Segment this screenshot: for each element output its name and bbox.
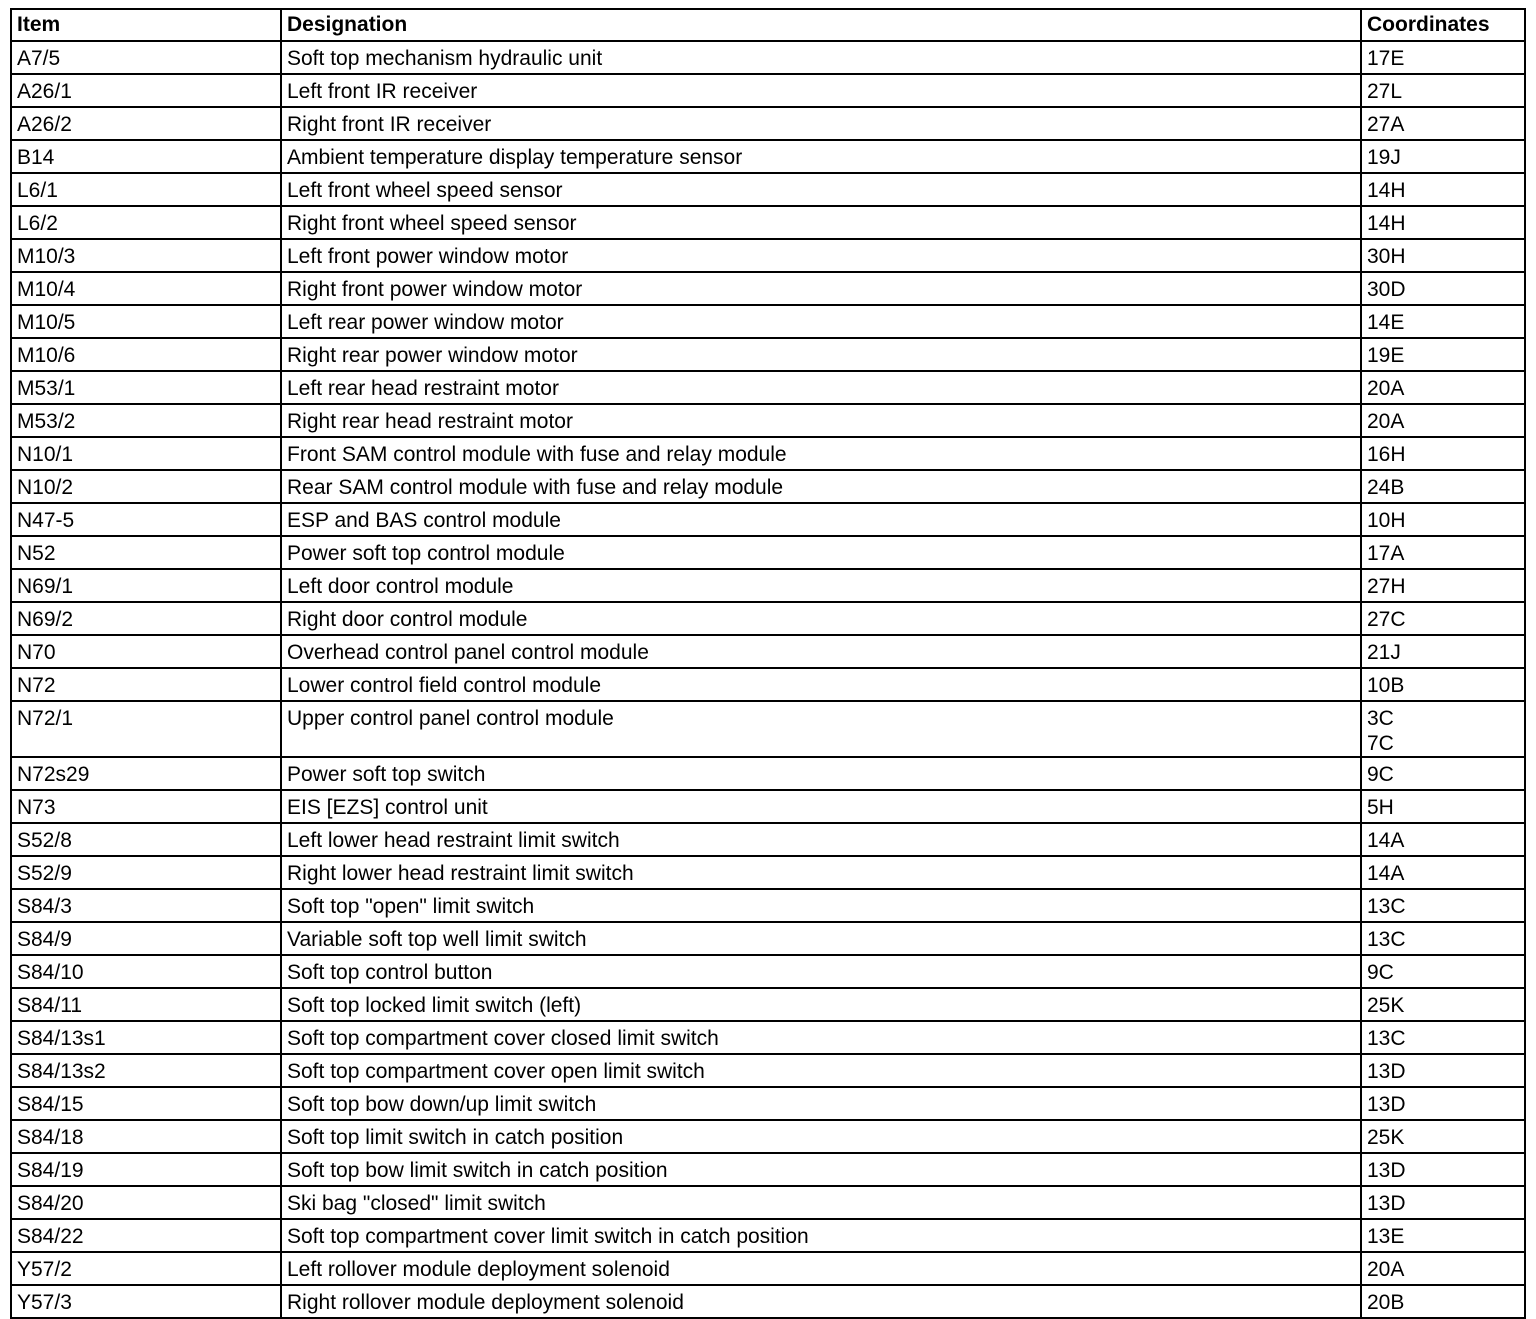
coordinates-cell — [1361, 922, 1525, 955]
designation-cell: Right rear head restraint motor — [281, 404, 1361, 437]
designation-cell: Lower control field control module — [281, 668, 1361, 701]
coordinates-cell — [1361, 757, 1525, 790]
coordinate-value: 14A — [1367, 862, 1405, 885]
coordinates-cell — [1361, 988, 1525, 1021]
table-row — [11, 668, 1525, 701]
header-coordinates: Coordinates — [1361, 9, 1525, 41]
designation-cell: Right rollover module deployment solenoid — [281, 1285, 1361, 1318]
designation-cell: Soft top compartment cover closed limit switch — [281, 1021, 1361, 1054]
coordinate-value: 5H — [1367, 796, 1394, 819]
table-row — [11, 1186, 1525, 1219]
designation-cell: Left rear power window motor — [281, 305, 1361, 338]
coordinates-cell — [1361, 856, 1525, 889]
table-row — [11, 569, 1525, 602]
table-row — [11, 503, 1525, 536]
coordinates-cell — [1361, 371, 1525, 404]
coordinates-cell — [1361, 503, 1525, 536]
coordinates-cell — [1361, 173, 1525, 206]
coordinate-value: 13D — [1367, 1093, 1406, 1116]
table-row — [11, 1252, 1525, 1285]
designation-cell: ESP and BAS control module — [281, 503, 1361, 536]
coordinates-cell — [1361, 305, 1525, 338]
coordinate-value: 13C — [1367, 895, 1406, 918]
table-row — [11, 41, 1525, 74]
item-cell: A7/5 — [11, 41, 281, 74]
table-row — [11, 470, 1525, 503]
header-item: Item — [11, 9, 281, 41]
table-row — [11, 856, 1525, 889]
table-row — [11, 206, 1525, 239]
coordinate-value: 10H — [1367, 509, 1406, 532]
coordinate-value: 13C — [1367, 1027, 1406, 1050]
table-row — [11, 955, 1525, 988]
coordinates-cell — [1361, 1021, 1525, 1054]
table-row — [11, 1285, 1525, 1318]
coordinates-cell — [1361, 140, 1525, 173]
item-cell: M10/4 — [11, 272, 281, 305]
coordinates-cell — [1361, 1120, 1525, 1153]
designation-cell: Left lower head restraint limit switch — [281, 823, 1361, 856]
item-cell: M53/1 — [11, 371, 281, 404]
item-cell: A26/2 — [11, 107, 281, 140]
table-row — [11, 107, 1525, 140]
item-cell: S84/3 — [11, 889, 281, 922]
item-cell: M53/2 — [11, 404, 281, 437]
table-row — [11, 889, 1525, 922]
table-row — [11, 1120, 1525, 1153]
designation-cell: Left front power window motor — [281, 239, 1361, 272]
designation-cell: Right rear power window motor — [281, 338, 1361, 371]
coordinates-cell — [1361, 790, 1525, 823]
item-cell: N10/2 — [11, 470, 281, 503]
designation-cell: Rear SAM control module with fuse and relay module — [281, 470, 1361, 503]
designation-cell: Power soft top control module — [281, 536, 1361, 569]
table-row — [11, 404, 1525, 437]
table-row — [11, 74, 1525, 107]
coordinates-cell — [1361, 272, 1525, 305]
table-row — [11, 338, 1525, 371]
item-cell: N47-5 — [11, 503, 281, 536]
designation-cell: EIS [EZS] control unit — [281, 790, 1361, 823]
coordinates-cell — [1361, 1186, 1525, 1219]
coordinate-value: 13D — [1367, 1192, 1406, 1215]
coordinates-cell — [1361, 668, 1525, 701]
coordinate-value: 25K — [1367, 1126, 1405, 1149]
item-cell: N69/1 — [11, 569, 281, 602]
coordinates-cell — [1361, 889, 1525, 922]
item-cell: N69/2 — [11, 602, 281, 635]
designation-cell: Variable soft top well limit switch — [281, 922, 1361, 955]
coordinate-value: 30D — [1367, 278, 1406, 301]
coordinates-cell — [1361, 1054, 1525, 1087]
item-cell: N72/1 — [11, 701, 281, 757]
coordinate-value: 14H — [1367, 212, 1406, 235]
item-cell: S84/22 — [11, 1219, 281, 1252]
table-row — [11, 790, 1525, 823]
designation-cell: Soft top mechanism hydraulic unit — [281, 41, 1361, 74]
coordinate-value: 27H — [1367, 575, 1406, 598]
table-row — [11, 1219, 1525, 1252]
coordinates-cell — [1361, 206, 1525, 239]
coordinate-value: 19E — [1367, 344, 1405, 367]
designation-cell: Ski bag "closed" limit switch — [281, 1186, 1361, 1219]
item-cell: N72 — [11, 668, 281, 701]
coordinate-value: 14E — [1367, 311, 1405, 334]
coordinate-value: 30H — [1367, 245, 1406, 268]
designation-cell: Left rollover module deployment solenoid — [281, 1252, 1361, 1285]
item-cell: L6/2 — [11, 206, 281, 239]
item-cell: S52/9 — [11, 856, 281, 889]
item-cell: N52 — [11, 536, 281, 569]
table-row — [11, 371, 1525, 404]
coordinates-cell — [1361, 437, 1525, 470]
table-row — [11, 140, 1525, 173]
table-row — [11, 173, 1525, 206]
item-cell: Y57/3 — [11, 1285, 281, 1318]
designation-cell: Left front IR receiver — [281, 74, 1361, 107]
designation-cell: Power soft top switch — [281, 757, 1361, 790]
table-row — [11, 757, 1525, 790]
item-cell: S84/9 — [11, 922, 281, 955]
item-cell: S84/15 — [11, 1087, 281, 1120]
coordinates-cell — [1361, 239, 1525, 272]
coordinates-cell — [1361, 107, 1525, 140]
coordinate-value: 27A — [1367, 113, 1405, 136]
coordinate-value: 3C — [1367, 707, 1394, 730]
designation-cell: Left door control module — [281, 569, 1361, 602]
coordinates-cell — [1361, 404, 1525, 437]
designation-cell: Soft top compartment cover limit switch in catch position — [281, 1219, 1361, 1252]
item-cell: Y57/2 — [11, 1252, 281, 1285]
designation-cell: Overhead control panel control module — [281, 635, 1361, 668]
coordinate-value: 13D — [1367, 1159, 1406, 1182]
coordinates-cell — [1361, 635, 1525, 668]
designation-cell: Soft top compartment cover open limit switch — [281, 1054, 1361, 1087]
coordinate-value: 19J — [1367, 146, 1401, 169]
table-body — [11, 41, 1525, 1318]
table-row — [11, 1054, 1525, 1087]
designation-cell: Left front wheel speed sensor — [281, 173, 1361, 206]
coordinate-value: 9C — [1367, 763, 1394, 786]
coordinates-cell — [1361, 1285, 1525, 1318]
table-row — [11, 988, 1525, 1021]
coordinates-cell — [1361, 470, 1525, 503]
coordinates-cell — [1361, 1153, 1525, 1186]
item-cell: M10/5 — [11, 305, 281, 338]
item-cell: S84/13s1 — [11, 1021, 281, 1054]
coordinates-cell — [1361, 1219, 1525, 1252]
coordinate-value: 21J — [1367, 641, 1401, 664]
item-cell: S84/19 — [11, 1153, 281, 1186]
item-cell: M10/6 — [11, 338, 281, 371]
coordinate-value: 20A — [1367, 377, 1405, 400]
coordinate-value: 25K — [1367, 994, 1405, 1017]
coordinate-value: 27C — [1367, 608, 1406, 631]
coordinates-cell — [1361, 602, 1525, 635]
coordinate-value: 14A — [1367, 829, 1405, 852]
header-row — [11, 9, 1525, 41]
coordinate-value: 27L — [1367, 80, 1403, 103]
table-row — [11, 305, 1525, 338]
coordinates-cell — [1361, 536, 1525, 569]
designation-cell: Right front power window motor — [281, 272, 1361, 305]
item-cell: S84/11 — [11, 988, 281, 1021]
designation-cell: Right front wheel speed sensor — [281, 206, 1361, 239]
table-row — [11, 437, 1525, 470]
item-cell: S52/8 — [11, 823, 281, 856]
header-designation: Designation — [281, 9, 1361, 41]
table-row — [11, 823, 1525, 856]
table-row — [11, 1087, 1525, 1120]
coordinates-cell — [1361, 41, 1525, 74]
component-table — [10, 8, 1526, 1319]
designation-cell: Right front IR receiver — [281, 107, 1361, 140]
table-row — [11, 635, 1525, 668]
table-row — [11, 536, 1525, 569]
coordinate-value: 9C — [1367, 961, 1394, 984]
coordinate-value: 17E — [1367, 47, 1405, 70]
designation-cell: Left rear head restraint motor — [281, 371, 1361, 404]
coordinates-cell — [1361, 823, 1525, 856]
designation-cell: Front SAM control module with fuse and relay module — [281, 437, 1361, 470]
coordinates-cell — [1361, 955, 1525, 988]
coordinates-cell — [1361, 701, 1525, 757]
designation-cell: Soft top limit switch in catch position — [281, 1120, 1361, 1153]
coordinate-value: 13E — [1367, 1225, 1405, 1248]
designation-cell: Soft top locked limit switch (left) — [281, 988, 1361, 1021]
coordinate-value: 20A — [1367, 410, 1405, 433]
table-row — [11, 1153, 1525, 1186]
coordinate-value: 7C — [1367, 732, 1394, 755]
item-cell: S84/13s2 — [11, 1054, 281, 1087]
item-cell: A26/1 — [11, 74, 281, 107]
coordinate-value: 14H — [1367, 179, 1406, 202]
coordinate-value: 13D — [1367, 1060, 1406, 1083]
designation-cell: Soft top bow limit switch in catch position — [281, 1153, 1361, 1186]
coordinates-cell — [1361, 1087, 1525, 1120]
designation-cell: Soft top "open" limit switch — [281, 889, 1361, 922]
coordinates-cell — [1361, 74, 1525, 107]
table-row — [11, 922, 1525, 955]
designation-cell: Soft top control button — [281, 955, 1361, 988]
item-cell: S84/10 — [11, 955, 281, 988]
designation-cell: Soft top bow down/up limit switch — [281, 1087, 1361, 1120]
coordinates-cell — [1361, 338, 1525, 371]
coordinate-value: 13C — [1367, 928, 1406, 951]
table-row — [11, 239, 1525, 272]
coordinate-value: 24B — [1367, 476, 1405, 499]
coordinate-value: 17A — [1367, 542, 1405, 565]
item-cell: N73 — [11, 790, 281, 823]
designation-cell: Ambient temperature display temperature sensor — [281, 140, 1361, 173]
item-cell: M10/3 — [11, 239, 281, 272]
designation-cell: Right lower head restraint limit switch — [281, 856, 1361, 889]
designation-cell: Upper control panel control module — [281, 701, 1361, 757]
table-row — [11, 701, 1525, 757]
coordinate-value: 10B — [1367, 674, 1405, 697]
table-row — [11, 1021, 1525, 1054]
item-cell: N72s29 — [11, 757, 281, 790]
coordinates-cell — [1361, 1252, 1525, 1285]
item-cell: B14 — [11, 140, 281, 173]
table-row — [11, 272, 1525, 305]
item-cell: N70 — [11, 635, 281, 668]
designation-cell: Right door control module — [281, 602, 1361, 635]
item-cell: S84/20 — [11, 1186, 281, 1219]
coordinate-value: 20B — [1367, 1291, 1405, 1314]
table-row — [11, 602, 1525, 635]
coordinate-value: 20A — [1367, 1258, 1405, 1281]
item-cell: L6/1 — [11, 173, 281, 206]
item-cell: S84/18 — [11, 1120, 281, 1153]
coordinate-value: 16H — [1367, 443, 1406, 466]
item-cell: N10/1 — [11, 437, 281, 470]
coordinates-cell — [1361, 569, 1525, 602]
